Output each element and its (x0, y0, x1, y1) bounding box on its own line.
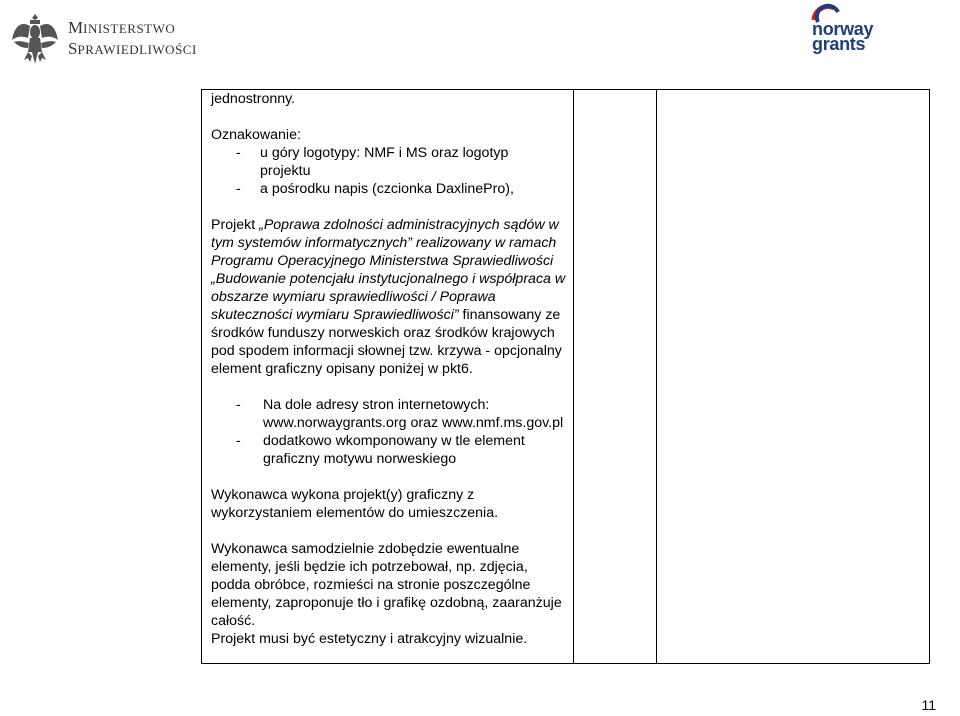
table-col-border-4 (929, 89, 930, 664)
ministry-line1-initial: M (68, 18, 84, 37)
grants-word: grants (812, 34, 866, 54)
projekt-rest: finansowany ze środków funduszy norweskich oraz środków krajowych pod spodem informacji słownej tzw. krzywa - opcjonalny element graficzny opisany poniżej w pkt6. (211, 307, 562, 377)
norway-grants-wordmark (812, 19, 874, 54)
list-item-text: dodatkowo wkomponowany w tle element graficzny motywu norweskiego (263, 433, 525, 467)
dash-marker: - (236, 145, 241, 161)
list-item-logotypy (211, 144, 571, 180)
page-number: 11 (921, 697, 936, 713)
paragraph-wykonawca-1: Wykonawca wykona projekt(y) graficzny z wykorzystaniem elementów do umieszczenia. (211, 487, 499, 521)
ministry-name (68, 18, 197, 60)
dash-marker: - (236, 181, 241, 197)
paragraph-jednostronny: jednostronny. (211, 91, 296, 107)
list-item-text: projektu (260, 163, 311, 179)
label-oznakowanie: Oznakowanie: (211, 127, 301, 143)
table-col-border-1 (201, 89, 202, 664)
projekt-prefix: Projekt (211, 217, 260, 233)
paragraph-wykonawca-2: Wykonawca samodzielnie zdobędzie ewentualne elementy, jeśli będzie ich potrzebował, np. zdjęcia, podda obróbce, rozmieści na stronie poszczególne elementy, zaproponuje tło i grafikę ozdobną, zaaranżuje całość. (211, 541, 562, 629)
projekt-title-italic: „Poprawa zdolności administracyjnych sądów w tym systemów informatycznych” realizowany w ramach Programu Operacyjnego Ministerstwa Sprawiedliwości „Budowanie potencjału instytucjonalnego i współpraca w obszarze wymiaru sprawiedliwości / Poprawa skuteczności wymiaru Sprawiedliwości” (211, 217, 566, 323)
ministry-line1-rest: INISTERSTWO (83, 21, 176, 36)
list-item-napis (211, 180, 571, 198)
list-item-text: Na dole adresy stron internetowych: www.norwaygrants.org oraz www.nmf.ms.gov.pl (263, 397, 564, 431)
dash-marker: - (236, 397, 241, 413)
paragraph-final: Projekt musi być estetyczny i atrakcyjny wizualnie. (211, 631, 528, 647)
table-bottom-border (201, 663, 930, 664)
norway-word: norway (812, 19, 874, 39)
list-item-text: u góry logotypy: NMF i MS oraz logotyp (260, 145, 509, 161)
list-item-adresy (211, 396, 571, 432)
list-item-text: a pośrodku napis (czcionka DaxlinePro), (260, 181, 514, 197)
list-item-motyw (211, 432, 571, 468)
dash-marker: - (236, 433, 241, 449)
ministry-line2-rest: PRAWIEDLIWOŚCI (77, 42, 197, 57)
ministry-line2-initial: S (68, 39, 78, 58)
paragraph-projekt (211, 216, 571, 378)
description-cell (211, 90, 571, 648)
ministry-logo (10, 10, 197, 68)
norway-grants-logo (804, 2, 884, 60)
table-col-border-3 (656, 89, 657, 664)
table-col-border-2 (573, 89, 574, 664)
polish-eagle-emblem-icon (10, 10, 60, 68)
